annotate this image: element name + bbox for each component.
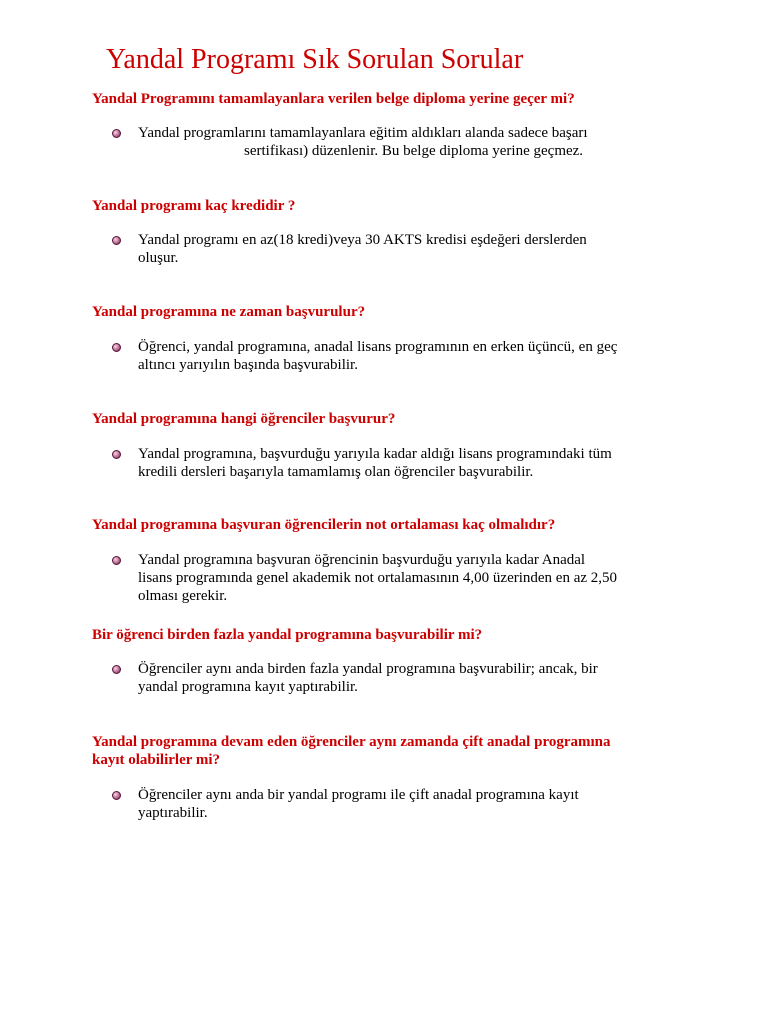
faq-answer-4-text (138, 445, 692, 481)
answer-line: Yandal programı en az(18 kredi)veya 30 AKTS kredisi eşdeğeri derslerden (138, 232, 587, 248)
faq-question-4: Yandal programına hangi öğrenciler başvurur? (92, 411, 396, 427)
answer-line: Öğrenciler aynı anda birden fazla yandal programına başvurabilir; ancak, bir (138, 661, 598, 677)
round-bullet-icon (112, 665, 121, 674)
answer-line: olması gerekir. (138, 588, 228, 604)
faq-answer-5 (112, 551, 692, 605)
answer-line: kredili dersleri başarıyla tamamlamış olan öğrenciler başvurabilir. (138, 464, 534, 480)
faq-answer-6 (112, 660, 692, 696)
faq-answer-7 (112, 786, 692, 822)
faq-answer-1 (112, 124, 692, 160)
round-bullet-icon (112, 343, 121, 352)
faq-answer-3 (112, 338, 692, 374)
faq-question-6: Bir öğrenci birden fazla yandal programına başvurabilir mi? (92, 627, 483, 643)
faq-question-2: Yandal programı kaç kredidir ? (92, 198, 296, 214)
faq-answer-3-text (138, 338, 692, 374)
round-bullet-icon (112, 556, 121, 565)
faq-answer-2 (112, 231, 692, 267)
answer-line: Yandal programına başvuran öğrencinin başvurduğu yarıyıla kadar Anadal (138, 552, 586, 568)
question-line: kayıt olabilirler mi? (92, 752, 221, 768)
faq-answer-2-text (138, 231, 692, 267)
faq-question-5: Yandal programına başvuran öğrencilerin not ortalaması kaç olmalıdır? (92, 517, 556, 533)
round-bullet-icon (112, 236, 121, 245)
faq-question-1: Yandal Programını tamamlayanlara verilen belge diploma yerine geçer mi? (92, 91, 575, 107)
answer-line: Öğrenci, yandal programına, anadal lisans programının en erken üçüncü, en geç (138, 339, 618, 355)
round-bullet-icon (112, 450, 121, 459)
faq-answer-6-text (138, 660, 692, 696)
faq-answer-1-text (138, 124, 692, 160)
answer-line: altıncı yarıyılın başında başvurabilir. (138, 357, 358, 373)
answer-line: Öğrenciler aynı anda bir yandal programı ile çift anadal programına kayıt (138, 787, 579, 803)
answer-line: Yandal programlarını tamamlayanlara eğitim aldıkları alanda sadece başarı (138, 125, 588, 141)
faq-answer-4 (112, 445, 692, 481)
round-bullet-icon (112, 791, 121, 800)
answer-line: oluşur. (138, 250, 179, 266)
answer-line: sertifikası) düzenlenir. Bu belge diploma yerine geçmez. (244, 143, 584, 159)
answer-line: lisans programında genel akademik not ortalamasının 4,00 üzerinden en az 2,50 (138, 570, 618, 586)
question-line: Yandal programına devam eden öğrenciler aynı zamanda çift anadal programına (92, 734, 611, 750)
answer-line: Yandal programına, başvurduğu yarıyıla kadar aldığı lisans programındaki tüm (138, 446, 612, 462)
faq-answer-7-text (138, 786, 692, 822)
answer-line: yandal programına kayıt yaptırabilir. (138, 679, 358, 695)
faq-answer-5-text (138, 551, 692, 605)
answer-line: yaptırabilir. (138, 805, 208, 821)
faq-question-3: Yandal programına ne zaman başvurulur? (92, 304, 366, 320)
round-bullet-icon (112, 129, 121, 138)
faq-question-7 (92, 733, 712, 769)
page-title: Yandal Programı Sık Sorulan Sorular (106, 44, 524, 75)
